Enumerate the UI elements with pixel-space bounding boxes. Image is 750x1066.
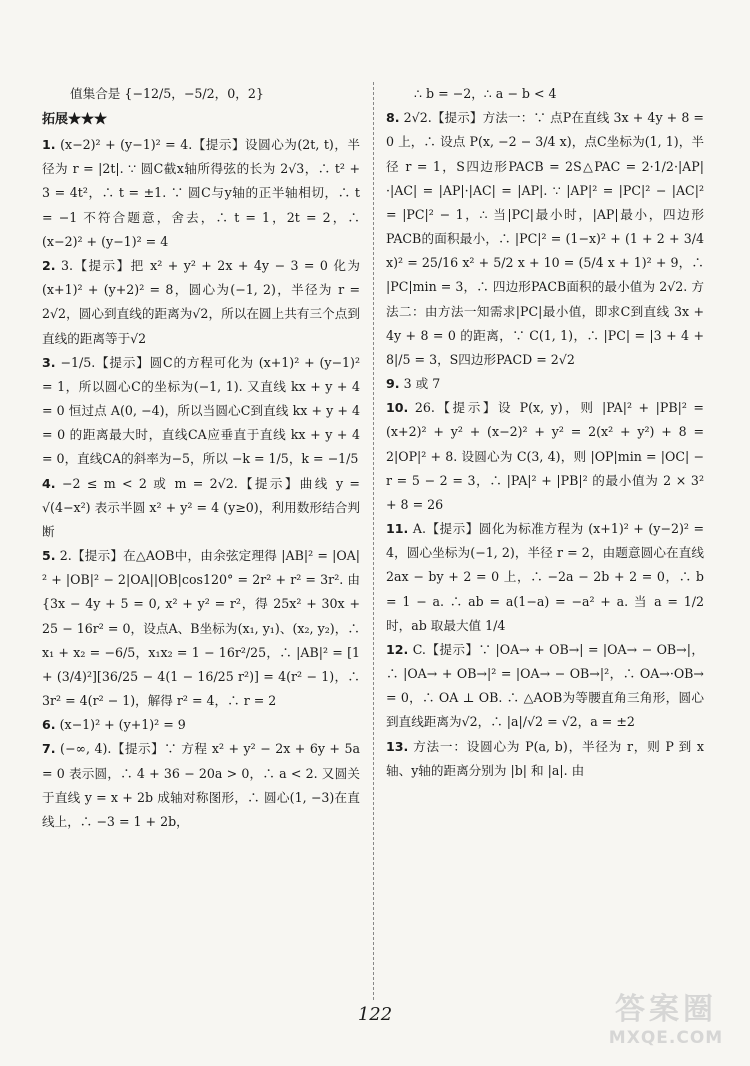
answer-item: 13. 方法一：设圆心为 P(a, b)，半径为 r，则 P 到 x轴、y轴的距离分别为 |b| 和 |a|. 由 (386, 738, 704, 778)
answer-list-right (386, 106, 704, 783)
watermark-url: MXQE.COM (608, 1028, 724, 1048)
column-divider (373, 82, 374, 1000)
answer-item: 9. 3 或 7 (386, 376, 441, 392)
answer-list-left (42, 133, 360, 834)
answer-item: 5. 2.【提示】在△AOB中，由余弦定理得 |AB|² = |OA|² + |OB|² − 2|OA||OB|cos120° = 2r² + r² = 3r². 由 {3x − 4y + 5 = 0, x² + y² = r²，得 25x² + 30x + 25 − 16r² = 0，设点A、B坐标为(x₁, y₁)、(x₂, y₂)，∴ x₁ + x₂ = −6/5，x₁x₂ = 1 − 16r²/25，∴ |AB|² = [1 + (3/4)²][36/25 − 4(1 − 16/25 r²)] = 4(r² − 1)，∴ 3r² = 4(r² − 1)，解得 r² = 4，∴ r = 2 (42, 548, 360, 709)
answer-item: 7. (−∞, 4).【提示】∵ 方程 x² + y² − 2x + 6y + 5a = 0 表示圆，∴ 4 + 36 − 20a > 0，∴ a < 2. 又圆关于直线 y = x + 2b 成轴对称图形，∴ 圆心(1, −3)在直线上，∴ −3 = 1 + 2b， (42, 741, 360, 829)
answer-item: 4. −2 ≤ m < 2 或 m = 2√2.【提示】曲线 y = √(4−x²) 表示半圆 x² + y² = 4 (y≥0)，利用数形结合判断 (42, 475, 360, 539)
right-column (386, 82, 704, 783)
answer-item: 2. 3.【提示】把 x² + y² + 2x + 4y − 3 = 0 化为 (x+1)² + (y+2)² = 8，圆心为(−1, 2)，半径为 r = 2√2，圆心到直线的距离为√2，所以在圆上共有三个点到直线的距离等于√2 (42, 257, 360, 346)
value-set-line: 值集合是 {−12/5，−5/2，0，2} (70, 86, 264, 101)
left-column (42, 82, 360, 834)
answer-item: 8. 2√2.【提示】方法一：∵ 点P在直线 3x + 4y + 8 = 0 上，∴ 设点 P(x, −2 − 3/4 x)，点C坐标为(1, 1)，半径 r = 1，S四边形PACB = 2S△PAC = 2·1/2·|AP|·|AC| = |AP|·|AC| = |AP|. ∵ |AP|² = |PC|² − |AC|² = |PC|² − 1，∴ 当|PC|最小时，|AP|最小，四边形PACB的面积最小，∴ |PC|² = (1−x)² + (1 + 2 + 3/4 x)² = 25/16 x² + 5/2 x + 10 = (5/4 x + 1)² + 9，∴ |PC|min = 3，∴ 四边形PACB面积的最小值为 2√2. 方法二：由方法一知需求|PC|最小值，即求C到直线 3x + 4y + 8 = 0 的距离，∵ C(1, 1)，∴ |PC| = |3 + 4 + 8|/5 = 3，S四边形PACD = 2√2 (386, 110, 704, 367)
answer-item: 3. −1/5.【提示】圆C的方程可化为 (x+1)² + (y−1)² = 1，所以圆心C的坐标为(−1, 1). 又直线 kx + y + 4 = 0 恒过点 A(0, −4)，所以当圆心C到直线 kx + y + 4 = 0 的距离最大时，直线CA应垂直于直线 kx + y + 4 = 0，直线CA的斜率为−5，所以 −k = 1/5，k = −1/5 (42, 354, 360, 467)
watermark-logo (600, 984, 732, 1048)
watermark-glyphs: 答案圈 (615, 992, 717, 1027)
section-heading: 拓展★★★ (42, 112, 108, 128)
answer-item: 11. A.【提示】圆化为标准方程为 (x+1)² + (y−2)² = 4，圆心坐标为(−1, 2)，半径 r = 2，由题意圆心在直线 2ax − by + 2 = 0 上，∴ −2a − 2b + 2 = 0，∴ b = 1 − a. ∴ ab = a(1−a) = −a² + a. 当 a = 1/2 时，ab 取最大值 1/4 (386, 521, 705, 633)
answer-item: 12. C.【提示】∵ |OA→ + OB→| = |OA→ − OB→|，∴ |OA→ + OB→|² = |OA→ − OB→|²，∴ OA→·OB→ = 0，∴ OA ⊥ OB. ∴ △AOB为等腰直角三角形，圆心到直线距离为√2，∴ |a|/√2 = √2，a = ±2 (386, 641, 704, 730)
page-number: 122 (357, 1004, 393, 1025)
answer-item: 6. (x−1)² + (y+1)² = 9 (42, 717, 186, 733)
answer-item: 10. 26.【提示】设 P(x, y)，则 |PA|² + |PB|² = (x+2)² + y² + (x−2)² + y² = 2(x² + y²) + 8 = 2|OP|² + 8. 设圆心为 C(3, 4)，则 |OP|min = |OC| − r = 5 − 2 = 3，∴ |PA|² + |PB|² 的最小值为 2 × 3² + 8 = 26 (386, 400, 704, 512)
continuation-line: ∴ b = −2，∴ a − b < 4 (414, 86, 557, 101)
answer-item: 1. (x−2)² + (y−1)² = 4.【提示】设圆心为(2t, t)，半径为 r = |2t|. ∵ 圆C截x轴所得弦的长为 2√3，∴ t² + 3 = 4t²，∴ t = ±1. ∵ 圆C与y轴的正半轴相切，∴ t = −1 不符合题意，舍去，∴ t = 1，2t = 2，∴ (x−2)² + (y−1)² = 4 (42, 137, 360, 249)
